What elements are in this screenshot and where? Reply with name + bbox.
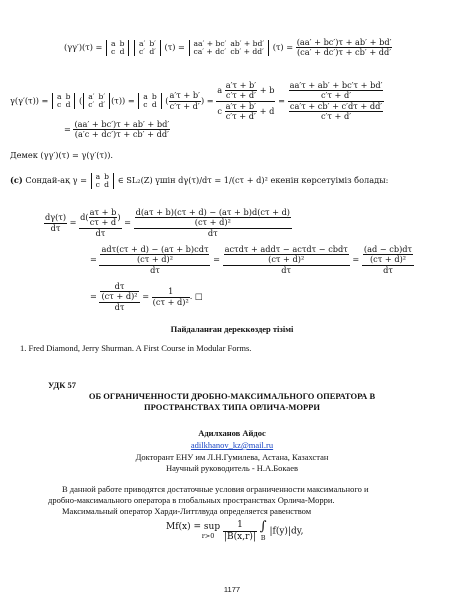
- equation-gamma-of-gamma-prime: γ(γ′(τ)) = a b c d ( a′ b′ c′ d′ (τ)) = a b c d ( $\frac{a'\tau + b'}{c'\tau + d'}$ ) = a $\frac{a'\tau + b'}{c'\tau + d'}$ + b c $\frac{a'\tau + b'}{c'\tau + d'}$ + d = $\frac{\frac{aa'\tau + ab' + bc'\tau + bd'}{c'\tau + d'}}{\frac{ca'\tau + cb' + c'd\tau + dd'}{c'\tau + d'}}$: [10, 80, 383, 122]
- eq-lhs: (γγ′)(τ) =: [64, 41, 103, 52]
- author-email[interactable]: [0, 440, 464, 450]
- article-title-line2: ПРОСТРАНСТВАХ ТИПА ОРЛИЧА-МОРРИ: [144, 402, 320, 412]
- author-name: Адилханов Айдос: [198, 428, 266, 438]
- udk-code: УДК 57: [48, 380, 77, 390]
- conclusion-demek: Демек (γγ′)(τ) = γ(γ′(τ)).: [10, 150, 114, 160]
- paragraph-2: Максимальный оператор Харди-Литтлвуда определяется равенством: [62, 506, 312, 516]
- part-c-statement: (c) Сондай-ақ γ = a b c d ∈ SL₂(Z) үшін dγ(τ)/dτ = 1/(cτ + d)² екенін көрсетуіміз болады:: [10, 172, 389, 189]
- matrix-gamma: a b c d: [106, 40, 129, 56]
- composition-fraction: $\frac{(aa' + bc')\tau + ab' + bd'}{(ca' + dc')\tau + cb' + dd'}$: [296, 37, 392, 58]
- author-affiliation: Докторант ЕНУ им Л.Н.Гумилева, Астана, Казахстан: [135, 452, 329, 462]
- scientific-advisor: Научный руководитель - Н.А.Бокаев: [165, 463, 298, 473]
- derivative-line2: = $\frac{\frac{\text{adτ(cτ + d) − (aτ + b)cdτ}}{\text{(cτ + d)²}}}{d\tau}$ = $\frac{\frac{\text{acτdτ + addτ − acτdτ − cbdτ}}{\text{(cτ + d)²}}}{d\tau}$ = $\frac{\frac{(ad - cb)d\tau}{\text{(cτ + d)²}}}{d\tau}$: [90, 244, 413, 275]
- reference-item: 1. Fred Diamond, Jerry Shurman. A First Course in Modular Forms.: [20, 343, 252, 353]
- page-number: 1177: [223, 585, 241, 594]
- matrix-gamma-prime: a′ b′ c′ d′: [134, 40, 161, 56]
- maximal-operator-formula: Mf(x) = sup r>0 $\frac{1}{|B(x,r)|}$ ∫ B |f(y)|dy,: [166, 519, 304, 542]
- equation-line2: = $\frac{(aa' + bc')\tau + ab' + bd'}{(a'c + dc')\tau + cb' + dd'}$: [64, 119, 170, 140]
- article-title-line1: ОБ ОГРАНИЧЕННОСТИ ДРОБНО-МАКСИМАЛЬНОГО ОПЕРАТОРА В: [88, 391, 376, 401]
- paragraph-1-line2: дробно-максимального оператора в глобальных пространствах Орлича-Морри.: [48, 495, 335, 505]
- paragraph-1-line1: В данной работе приводятся достаточные условия ограниченности максимального и: [62, 484, 369, 494]
- matrix-product: aa′ + bc′ ab′ + bd′ ca′ + dc′ cb′ + dd′: [189, 40, 270, 56]
- derivative-line3: = $\frac{\frac{d\tau}{\text{(cτ + d)²}}}{d\tau}$ = $\frac{1}{\text{(cτ + d)²}}$ . □: [90, 281, 203, 312]
- expanded-fraction: $\frac{\frac{aa'\tau + ab' + bc'\tau + bd'}{c'\tau + d'}}{\frac{ca'\tau + cb' + c'd\tau + dd'}{c'\tau + d'}}$: [289, 80, 383, 122]
- email-link[interactable]: adilkhanov_kz@mail.ru: [190, 440, 274, 450]
- nested-fraction: a $\frac{a'\tau + b'}{c'\tau + d'}$ + b c $\frac{a'\tau + b'}{c'\tau + d'}$ + d: [217, 80, 275, 122]
- derivative-line1: $\frac{d\gamma(\tau)}{d\tau}$ = d( $\frac{a\tau + b}{c\tau + d}$ ) dτ = $\frac{\frac{d(a\tau + b)(c\tau + d) - (a\tau + b)d(c\tau + d)}{\text{(cτ + d)²}}}{d\tau}$: [45, 207, 291, 238]
- equation-composition: (γγ′)(τ) = a b c d a′ b′ c′ d′ (τ) = aa′ + bc′ ab′ + bd′ ca′ + dc′ cb′ + dd′ (τ) = $\frac{(aa' + bc')\tau + ab' + bd'}{(ca' + dc')\tau + cb' + dd'}$: [64, 37, 392, 58]
- references-heading: Пайдаланған дереккөздер тізімі: [170, 324, 294, 334]
